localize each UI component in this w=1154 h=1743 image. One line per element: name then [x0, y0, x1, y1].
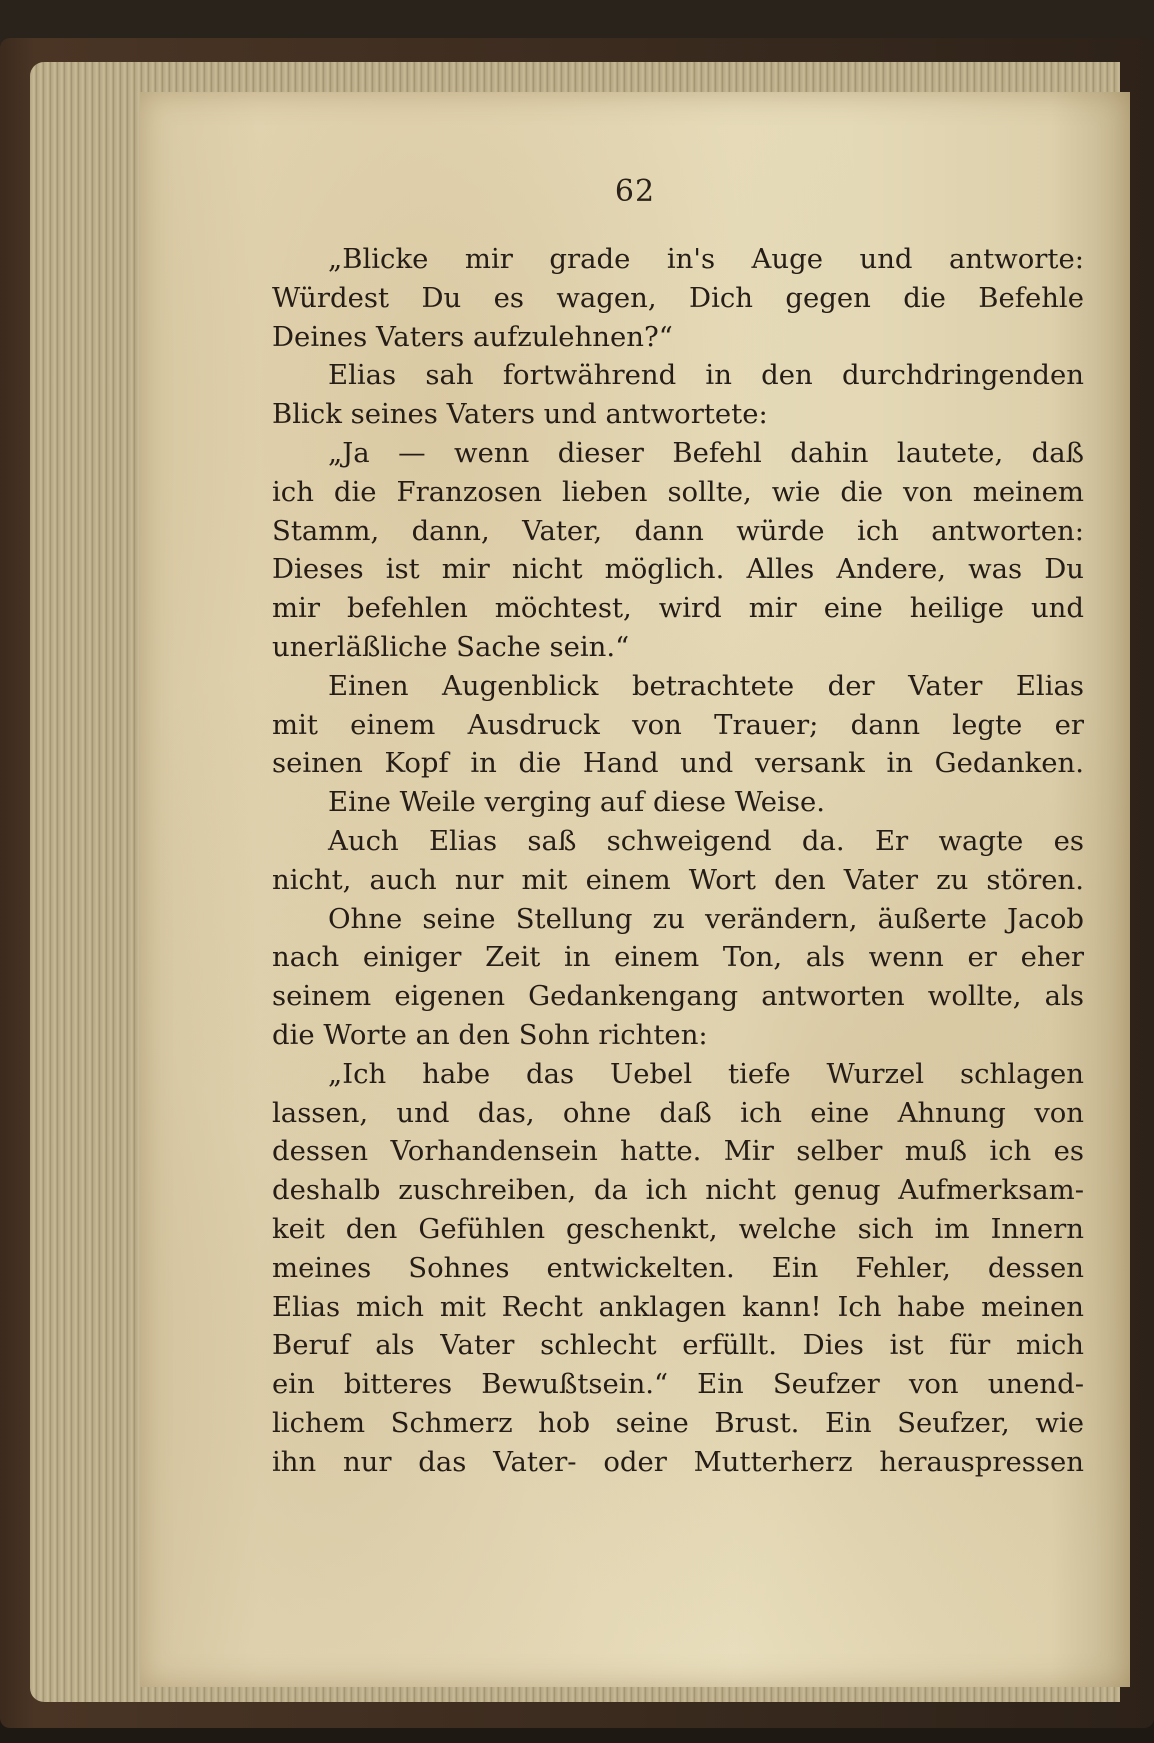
text-line: lassen, und das, ohne daß ich eine Ahnung von — [272, 1096, 1084, 1129]
text-line: dessen Vorhandensein hatte. Mir selber muß ich es — [272, 1135, 1084, 1168]
text-line: nach einiger Zeit in einem Ton, als wenn er eher — [272, 941, 1084, 974]
text-line: meines Sohnes entwickelten. Ein Fehler, dessen — [272, 1251, 1084, 1284]
text-line: Stamm, dann, Vater, dann würde ich antworten: — [272, 514, 1084, 547]
text-line: Eine Weile verging auf diese Weise. — [328, 786, 825, 819]
text-line: die Worte an den Sohn richten: — [272, 1018, 708, 1051]
text-line: deshalb zuschreiben, da ich nicht genug Aufmerksam- — [272, 1174, 1084, 1207]
text-line: „Ja — wenn dieser Befehl dahin lautete, daß — [328, 436, 1084, 469]
text-line: nicht, auch nur mit einem Wort den Vater zu stören. — [272, 863, 1084, 896]
text-line: „Ich habe das Uebel tiefe Wurzel schlagen — [328, 1057, 1084, 1090]
text-line: Elias mich mit Recht anklagen kann! Ich habe meinen — [272, 1290, 1084, 1323]
text-line: mir befehlen möchtest, wird mir eine heilige und — [272, 592, 1084, 625]
text-line: ihn nur das Vater- oder Mutterherz herauspressen — [272, 1445, 1084, 1478]
text-line: Beruf als Vater schlecht erfüllt. Dies ist für mich — [272, 1329, 1084, 1362]
text-line: Auch Elias saß schweigend da. Er wagte es — [328, 824, 1084, 857]
text-line: ich die Franzosen lieben sollte, wie die von meinem — [272, 475, 1084, 508]
page-text — [272, 240, 1084, 1482]
text-line: Deines Vaters aufzulehnen?“ — [272, 320, 673, 353]
text-line: ein bitteres Bewußtsein.“ Ein Seufzer von unend- — [272, 1368, 1084, 1401]
text-line: Elias sah fortwährend in den durchdringenden — [328, 359, 1084, 392]
text-line: Ohne seine Stellung zu verändern, äußerte Jacob — [328, 902, 1084, 935]
book-page — [140, 92, 1130, 1687]
text-line: Dieses ist mir nicht möglich. Alles Andere, was Du — [272, 553, 1084, 586]
text-line: mit einem Ausdruck von Trauer; dann legte er — [272, 708, 1084, 741]
text-line: unerläßliche Sache sein.“ — [272, 630, 630, 663]
page-number: 62 — [614, 174, 656, 209]
text-line: lichem Schmerz hob seine Brust. Ein Seufzer, wie — [272, 1406, 1084, 1439]
text-line: Würdest Du es wagen, Dich gegen die Befehle — [272, 281, 1084, 314]
text-line: Einen Augenblick betrachtete der Vater Elias — [328, 669, 1084, 702]
text-line: seinen Kopf in die Hand und versank in Gedanken. — [272, 747, 1084, 780]
text-line: Blick seines Vaters und antwortete: — [272, 398, 768, 431]
text-line: seinem eigenen Gedankengang antworten wollte, als — [272, 980, 1084, 1013]
text-line: keit den Gefühlen geschenkt, welche sich im Innern — [272, 1212, 1084, 1245]
text-line: „Blicke mir grade in's Auge und antworte: — [328, 243, 1084, 275]
